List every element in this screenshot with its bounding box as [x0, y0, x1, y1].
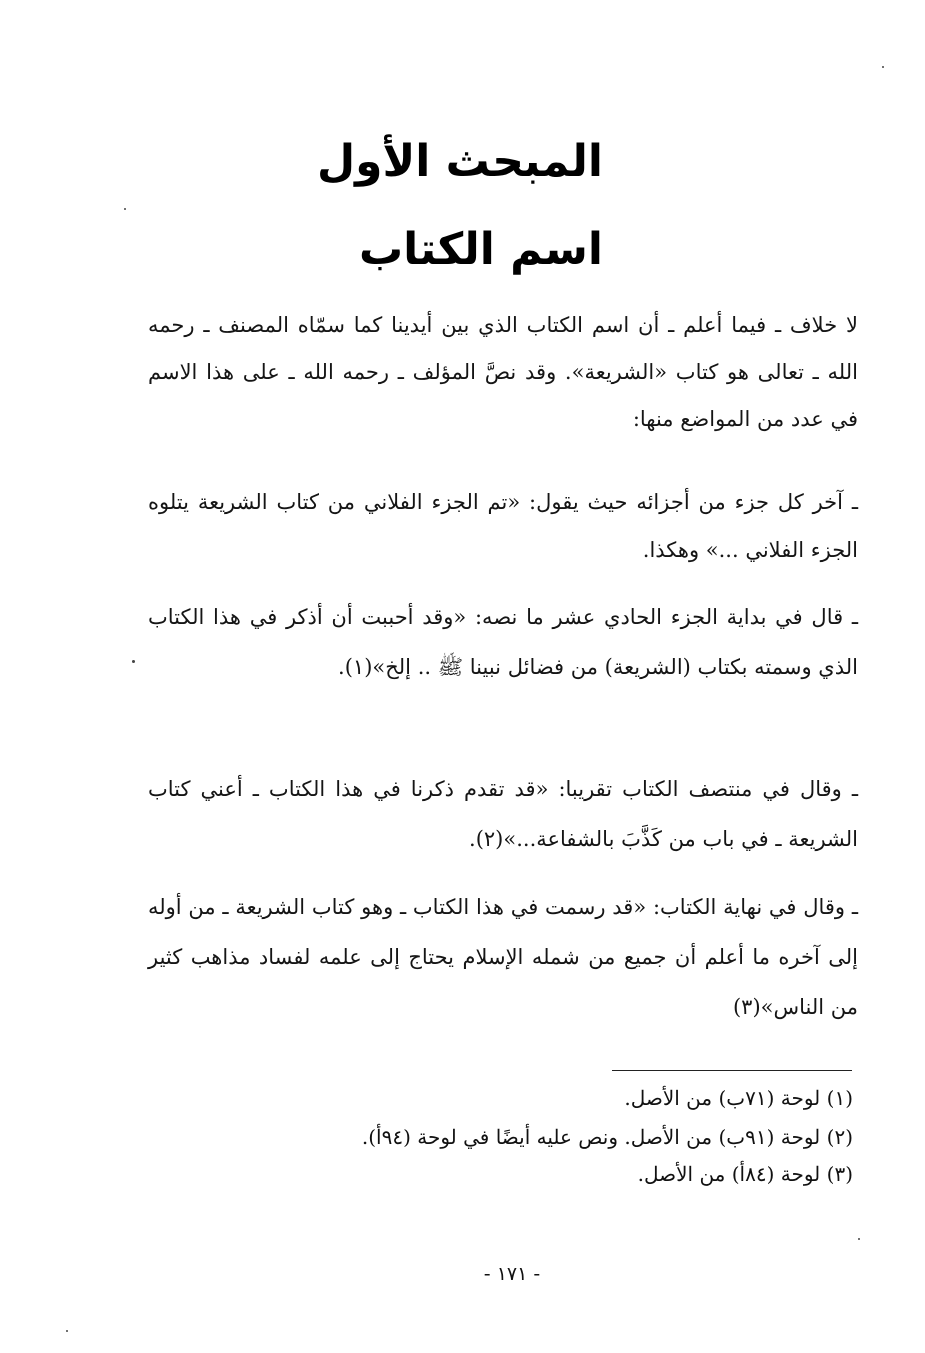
section-subtitle: اسم الكتاب	[358, 224, 603, 275]
quote-item-3	[148, 764, 858, 864]
quote-item-2-text: ـ قال في بداية الجزء الحادي عشر ما نصه: «وقد أحببت أن أذكر في هذا الكتاب الذي وسمته بكتاب (الشريعة) من فضائل نبينا ﷺ .. إلخ»(١).	[148, 605, 858, 679]
scan-speck	[882, 66, 884, 68]
quote-item-4	[148, 882, 858, 1032]
scan-speck	[66, 1330, 68, 1332]
intro-text: لا خلاف ـ فيما أعلم ـ أن اسم الكتاب الذي بين أيدينا كما سمّاه المصنف ـ رحمه الله ـ تعالى هو كتاب «الشريعة». وقد نصَّ المؤلف ـ رحمه الله ـ على هذا الاسم في عدد من المواضع منها:	[148, 313, 858, 431]
section-title: المبحث الأول	[316, 136, 603, 187]
quote-item-1	[148, 478, 858, 574]
scan-speck	[132, 660, 135, 663]
page-number: - ١٧١ -	[483, 1263, 541, 1285]
footnote-3: (٣) لوحة (٨٤أ) من الأصل.	[637, 1162, 853, 1186]
scan-speck	[858, 1238, 860, 1240]
footnote-2: (٢) لوحة (٩١ب) من الأصل. ونص عليه أيضًا في لوحة (٩٤أ).	[361, 1125, 853, 1149]
quote-item-4-text: ـ وقال في نهاية الكتاب: «قد رسمت في هذا الكتاب ـ وهو كتاب الشريعة ـ من أوله إلى آخره ما أعلم أن جميع من شمله الإسلام يحتاج إلى علمه لفساد مذاهب كثير من الناس»(٣)	[148, 895, 858, 1019]
footnote-1: (١) لوحة (٧١ب) من الأصل.	[624, 1086, 853, 1110]
scan-speck	[124, 208, 126, 210]
quote-item-1-text: ـ آخر كل جزء من أجزائه حيث يقول: «تم الجزء الفلاني من كتاب الشريعة يتلوه الجزء الفلاني ...» وهكذا.	[148, 490, 858, 562]
footnote-divider	[612, 1070, 852, 1071]
quote-item-2	[148, 592, 858, 692]
quote-item-3-text: ـ وقال في منتصف الكتاب تقريبا: «قد تقدم ذكرنا في هذا الكتاب ـ أعني كتاب الشريعة ـ في باب من كَذَّبَ بالشفاعة...»(٢).	[148, 777, 858, 851]
intro-paragraph	[148, 302, 858, 443]
